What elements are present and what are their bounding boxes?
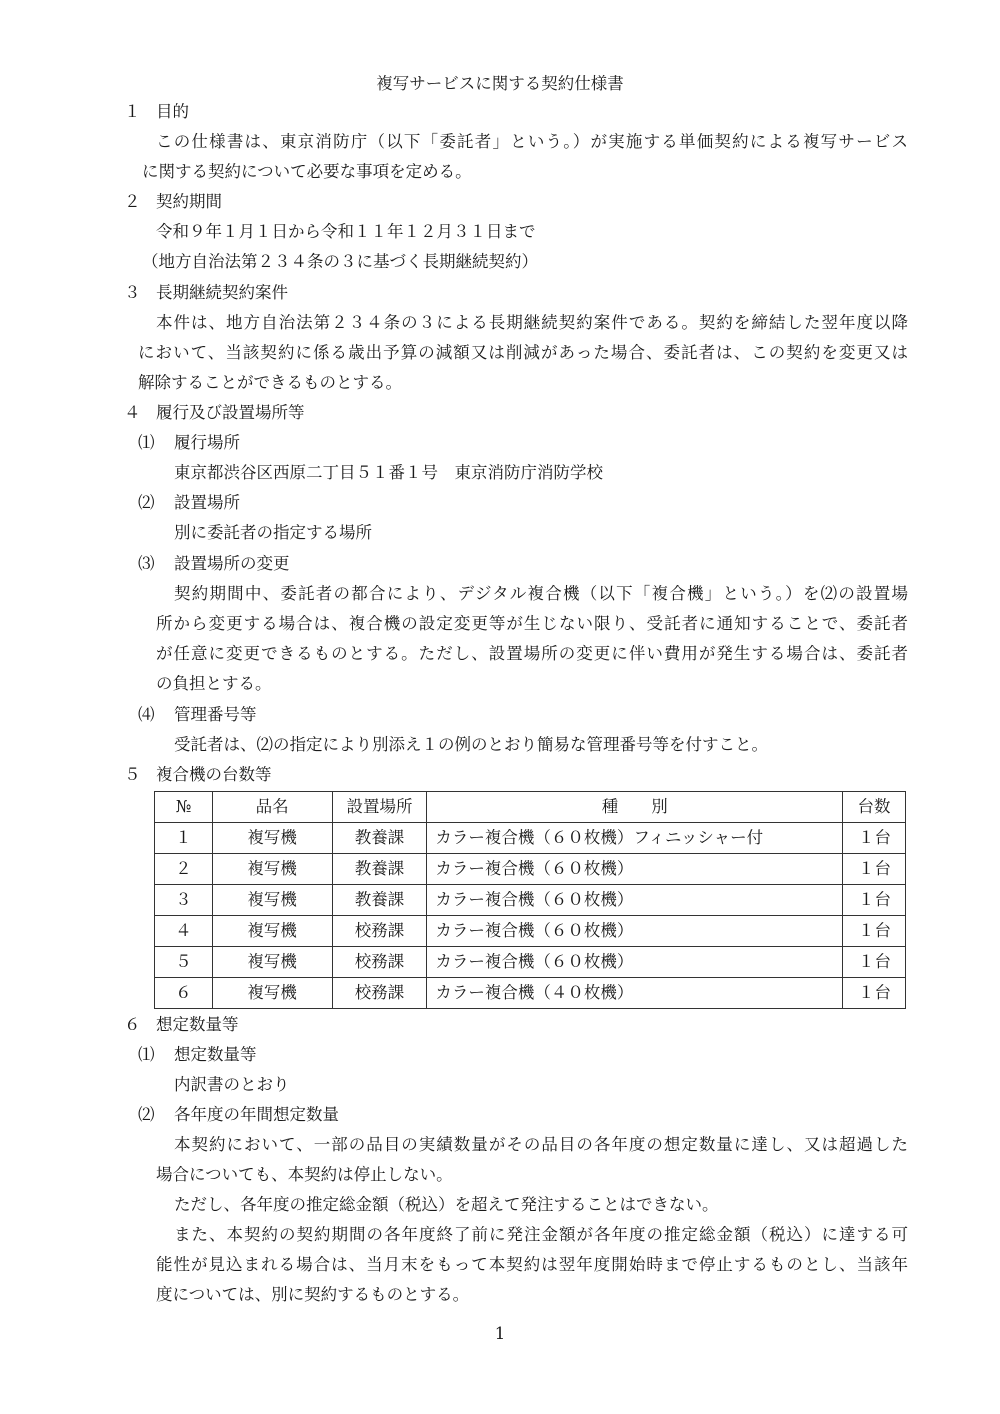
cell-no: １ bbox=[155, 823, 213, 854]
section-4-4-number: ⑷ bbox=[138, 705, 155, 724]
header-name: 品名 bbox=[212, 792, 332, 823]
section-6-2-title: 各年度の年間想定数量 bbox=[174, 1105, 339, 1124]
cell-type: カラー複合機（６０枚機） bbox=[427, 885, 843, 916]
page-number: 1 bbox=[494, 1324, 506, 1343]
cell-name: 複写機 bbox=[212, 885, 332, 916]
cell-no: ４ bbox=[155, 916, 213, 947]
section-2-period: 令和９年１月１日から令和１１年１２月３１日まで bbox=[156, 222, 536, 241]
section-6-2-paragraph-line-4: また、本契約の契約期間の各年度終了前に発注金額が各年度の推定総金額（税込）に達する可 bbox=[174, 1225, 908, 1244]
document-title: 複写サービスに関する契約仕様書 bbox=[376, 74, 624, 93]
cell-count: １台 bbox=[843, 823, 906, 854]
cell-count: １台 bbox=[843, 854, 906, 885]
cell-count: １台 bbox=[843, 885, 906, 916]
section-6-title: 想定数量等 bbox=[156, 1015, 239, 1034]
section-1-paragraph-line-2: に関する契約について必要な事項を定める。 bbox=[142, 162, 472, 181]
section-2-note: （地方自治法第２３４条の３に基づく長期継続契約） bbox=[142, 252, 538, 271]
section-5-number: ５ bbox=[124, 765, 141, 784]
machine-table bbox=[154, 791, 906, 1009]
section-6-2-paragraph-line-3: ただし、各年度の推定総金額（税込）を超えて発注することはできない。 bbox=[174, 1195, 719, 1214]
cell-name: 複写機 bbox=[212, 947, 332, 978]
cell-type: カラー複合機（６０枚機） bbox=[427, 947, 843, 978]
cell-no: ５ bbox=[155, 947, 213, 978]
section-4-3-number: ⑶ bbox=[138, 554, 155, 573]
cell-location: 校務課 bbox=[332, 947, 427, 978]
cell-count: １台 bbox=[843, 916, 906, 947]
cell-type: カラー複合機（４０枚機） bbox=[427, 978, 843, 1009]
section-3-paragraph-line-3: 解除することができるものとする。 bbox=[138, 373, 402, 392]
section-3-title: 長期継続契約案件 bbox=[156, 283, 288, 302]
cell-no: ３ bbox=[155, 885, 213, 916]
section-4-4-title: 管理番号等 bbox=[174, 705, 257, 724]
table-header-row bbox=[155, 792, 906, 823]
section-6-2-number: ⑵ bbox=[138, 1105, 155, 1124]
section-3-paragraph-line-2: において、当該契約に係る歳出予算の減額又は削減があった場合、委託者は、この契約を変更又は bbox=[138, 343, 908, 362]
cell-no: ６ bbox=[155, 978, 213, 1009]
section-2-number: ２ bbox=[124, 192, 141, 211]
cell-location: 教養課 bbox=[332, 854, 427, 885]
header-location: 設置場所 bbox=[332, 792, 427, 823]
cell-location: 校務課 bbox=[332, 978, 427, 1009]
cell-type: カラー複合機（６０枚機） bbox=[427, 916, 843, 947]
section-4-2-number: ⑵ bbox=[138, 493, 155, 512]
section-5-title: 複合機の台数等 bbox=[156, 765, 272, 784]
cell-name: 複写機 bbox=[212, 916, 332, 947]
section-4-1-number: ⑴ bbox=[138, 433, 155, 452]
section-4-title: 履行及び設置場所等 bbox=[156, 403, 305, 422]
section-6-2-paragraph-line-2: 場合についても、本契約は停止しない。 bbox=[156, 1165, 453, 1184]
section-4-3-paragraph-line-3: が任意に変更できるものとする。ただし、設置場所の変更に伴い費用が発生する場合は、委託者 bbox=[156, 644, 908, 663]
cell-location: 教養課 bbox=[332, 823, 427, 854]
section-6-2-paragraph-line-5: 能性が見込まれる場合は、当月末をもって本契約は翌年度開始時まで停止するものとし、当該年 bbox=[156, 1255, 908, 1274]
section-6-1-text: 内訳書のとおり bbox=[174, 1075, 290, 1094]
cell-no: ２ bbox=[155, 854, 213, 885]
section-3-number: ３ bbox=[124, 283, 141, 302]
section-4-number: ４ bbox=[124, 403, 141, 422]
section-1-title: 目的 bbox=[156, 102, 189, 121]
section-6-number: ６ bbox=[124, 1015, 141, 1034]
cell-type: カラー複合機（６０枚機）フィニッシャー付 bbox=[427, 823, 843, 854]
section-4-1-address: 東京都渋谷区西原二丁目５１番１号 東京消防庁消防学校 bbox=[174, 463, 603, 482]
section-6-2-paragraph-line-1: 本契約において、一部の品目の実績数量がその品目の各年度の想定数量に達し、又は超過した bbox=[174, 1135, 908, 1154]
section-6-2-paragraph-line-6: 度については、別に契約するものとする。 bbox=[156, 1285, 470, 1304]
header-count: 台数 bbox=[843, 792, 906, 823]
table-row bbox=[155, 947, 906, 978]
table-row bbox=[155, 885, 906, 916]
cell-name: 複写機 bbox=[212, 854, 332, 885]
section-1-number: １ bbox=[124, 102, 141, 121]
header-type: 種 別 bbox=[427, 792, 843, 823]
cell-count: １台 bbox=[843, 978, 906, 1009]
section-4-3-paragraph-line-1: 契約期間中、委託者の都合により、デジタル複合機（以下「複合機」という。）を⑵の設置場 bbox=[174, 584, 908, 603]
cell-type: カラー複合機（６０枚機） bbox=[427, 854, 843, 885]
section-4-2-text: 別に委託者の指定する場所 bbox=[174, 523, 372, 542]
table-row bbox=[155, 978, 906, 1009]
section-6-1-number: ⑴ bbox=[138, 1045, 155, 1064]
cell-name: 複写機 bbox=[212, 978, 332, 1009]
section-2-title: 契約期間 bbox=[156, 192, 222, 211]
section-4-3-title: 設置場所の変更 bbox=[174, 554, 290, 573]
section-6-1-title: 想定数量等 bbox=[174, 1045, 257, 1064]
section-4-2-title: 設置場所 bbox=[174, 493, 240, 512]
table-row bbox=[155, 916, 906, 947]
table-row bbox=[155, 823, 906, 854]
section-4-4-text: 受託者は、⑵の指定により別添え１の例のとおり簡易な管理番号等を付すこと。 bbox=[174, 735, 768, 754]
section-4-3-paragraph-line-2: 所から変更する場合は、複合機の設定変更等が生じない限り、受託者に通知することで、委託者 bbox=[156, 614, 908, 633]
section-3-paragraph-line-1: 本件は、地方自治法第２３４条の３による長期継続契約案件である。契約を締結した翌年度以降 bbox=[156, 313, 908, 332]
header-no: № bbox=[155, 792, 213, 823]
cell-location: 教養課 bbox=[332, 885, 427, 916]
cell-count: １台 bbox=[843, 947, 906, 978]
section-1-paragraph-line-1: この仕様書は、東京消防庁（以下「委託者」という。）が実施する単価契約による複写サービス bbox=[156, 132, 909, 151]
table-row bbox=[155, 854, 906, 885]
section-4-1-title: 履行場所 bbox=[174, 433, 240, 452]
cell-location: 校務課 bbox=[332, 916, 427, 947]
cell-name: 複写機 bbox=[212, 823, 332, 854]
section-4-3-paragraph-line-4: の負担とする。 bbox=[156, 674, 272, 693]
